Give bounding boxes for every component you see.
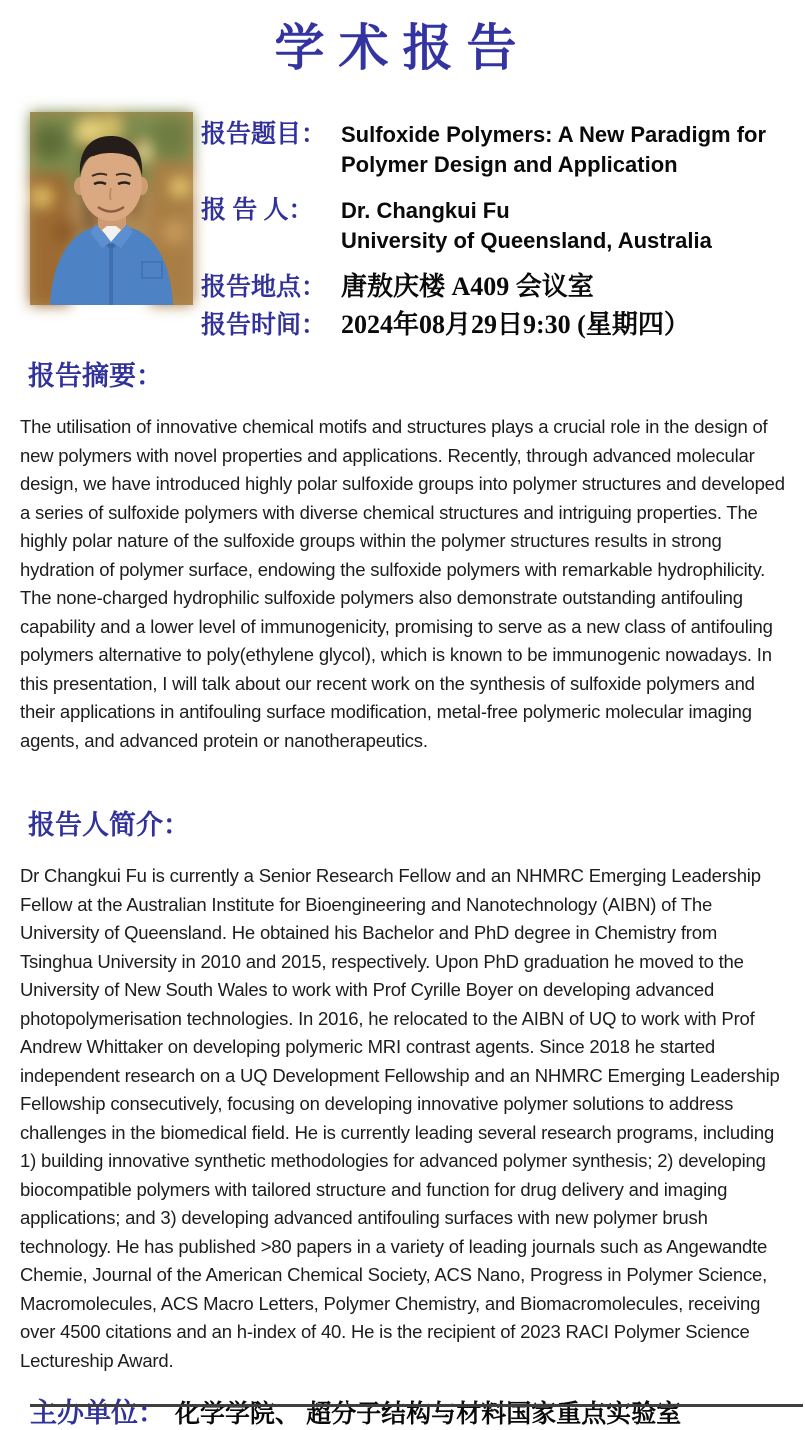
talk-title-label: 报告题目： [201,121,327,148]
info-row-title-cont [201,152,795,190]
host-section [30,1391,795,1430]
info-row-affiliation [201,228,795,266]
info-row-title [201,114,795,152]
page-title: 学术报告 [274,20,531,76]
time-label: 报告时间： [201,312,327,339]
speaker-portrait-illustration [30,112,193,305]
abstract-heading: 报告摘要： [28,361,163,391]
info-row-speaker [201,190,795,228]
speaker-label: 报 告 人： [201,197,314,224]
speaker-photo [30,112,193,305]
bio-paragraph: Dr Changkui Fu is currently a Senior Research Fellow and an NHMRC Emerging Leadership Fellow at the Australian Institute for Bioengineering and Nanotechnology (AIBN) of The University of Queensland. He obtained his Bachelor and PhD degree in Chemistry from Tsinghua University in 2010 and 2015, respectively. Upon PhD graduation he moved to the University of New South Wales to work with Prof Cyrille Boyer on developing advanced photopolymerisation technologies. In 2016, he relocated to the AIBN of UQ to work with Prof Andrew Whittaker on developing polymeric MRI contrast agents. Since 2018 he started independent research on a UQ Development Fellowship and an NHMRC Emerging Leadership Fellowship consecutively, focusing on developing innovative polymer solutions to address challenges in the biomedical field. He is currently leading several research programs, including 1) building innovative synthetic methodologies for advanced polymer synthesis; 2) developing biocompatible polymers with tailored structure and function for drug delivery and imaging applications; and 3) developing advanced antifouling surfaces with new polymer brush technology. He has published >80 papers in a variety of leading journals such as Angewandte Chemie, Journal of the American Chemical Society, ACS Nano, Progress in Polymer Science, Macromolecules, ACS Macro Letters, Polymer Chemistry, and Biomacromolecules, receiving over 4500 citations and an h-index of 40. He is the recipient of 2023 RACI Polymer Science Lectureship Award. [20,865,780,1371]
speaker-name: Dr. Changkui Fu [341,198,510,223]
bottom-divider [30,1404,803,1407]
time-value: 2024年08月29日9:30 (星期四） [341,310,690,339]
info-row-time [201,304,795,342]
abstract-paragraph: The utilisation of innovative chemical motifs and structures plays a crucial role in the design of new polymers with novel properties and applications. Recently, through advanced molecular design, we have introduced highly polar sulfoxide groups into polymer structures and developed a series of sulfoxide polymers with diverse chemical structures and intriguing properties. The highly polar nature of the sulfoxide groups within the polymer structures results in strong hydration of polymer surface, endowing the sulfoxide polymers with remarkable hydrophilicity. The none-charged hydrophilic sulfoxide polymers also demonstrate outstanding antifouling capability and a lower level of immunogenicity, promising to serve as a new class of antifouling polymers alternative to poly(ethylene glycol), which is known to be immunogenic nowadays. In this presentation, I will talk about our recent work on the synthesis of sulfoxide polymers and their applications in antifouling surface modification, metal-free polymeric molecular imaging agents, and advanced protein or nanotherapeutics. [20,416,785,751]
header-section [30,112,795,342]
talk-title-line1: Sulfoxide Polymers: A New Paradigm for [341,122,767,147]
talk-info-block [201,112,795,342]
venue-value: 唐敖庆楼 A409 会议室 [341,272,594,301]
host-label: 主办单位： [30,1398,165,1428]
venue-label: 报告地点： [201,274,327,301]
speaker-affiliation: University of Queensland, Australia [341,228,712,253]
talk-title-line2: Polymer Design and Application [341,152,678,177]
bio-heading: 报告人简介： [28,810,190,840]
host-value: 化学学院、 超分子结构与材料国家重点实验室 [175,1401,682,1428]
info-row-venue [201,266,795,304]
lecture-announcement-page [0,8,805,1428]
